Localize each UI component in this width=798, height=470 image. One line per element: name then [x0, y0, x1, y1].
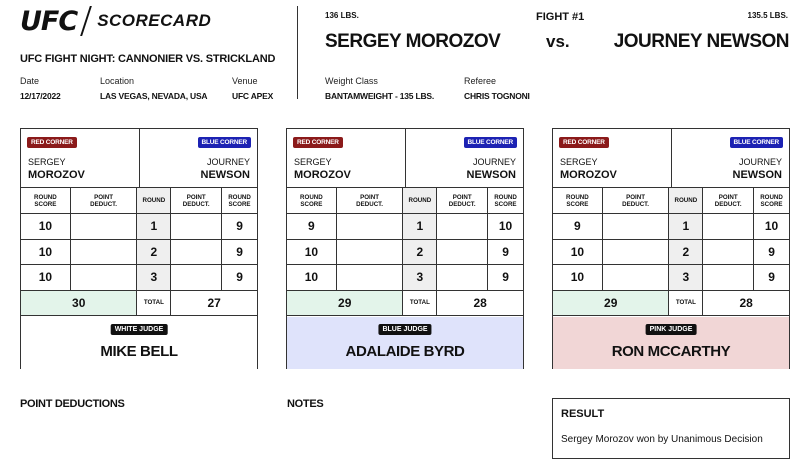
- red-corner-tag: RED CORNER: [27, 137, 77, 148]
- red-corner-tag: RED CORNER: [559, 137, 609, 148]
- round-row: [287, 265, 524, 291]
- point-deduct-header: POINT DEDUCT.: [171, 188, 222, 214]
- blue-fighter-name: JOURNEY NEWSON: [613, 31, 789, 52]
- weight-class-label: Weight Class: [325, 76, 378, 86]
- blue-first-name: JOURNEY: [206, 157, 250, 167]
- round-score-header: ROUND SCORE: [754, 188, 790, 214]
- round-header: ROUND: [403, 188, 437, 214]
- total-label: TOTAL: [137, 290, 171, 316]
- red-corner-fighter: [560, 156, 617, 182]
- blue-corner-fighter: [467, 156, 517, 182]
- round-row: [287, 214, 524, 240]
- scorecard-corners: [287, 129, 523, 187]
- red-point-deduction: [336, 265, 403, 291]
- red-corner-tag: RED CORNER: [293, 137, 343, 148]
- red-total: 29: [287, 290, 403, 316]
- round-header: ROUND: [137, 188, 171, 214]
- point-deduct-header: POINT DEDUCT.: [602, 188, 669, 214]
- score-table-header: [21, 188, 258, 214]
- round-row: [553, 214, 790, 240]
- round-number: 3: [669, 265, 703, 291]
- point-deduct-header: POINT DEDUCT.: [336, 188, 403, 214]
- blue-total: 28: [703, 290, 790, 316]
- logo-slash-divider: [80, 6, 92, 36]
- judge-name: RON MCCARTHY: [611, 343, 731, 360]
- judge-tag: WHITE JUDGE: [111, 324, 168, 335]
- round-row: [21, 265, 258, 291]
- blue-point-deduction: [437, 214, 488, 240]
- date-value: 12/17/2022: [20, 91, 61, 101]
- blue-round-score: 9: [488, 265, 524, 291]
- round-score-header: ROUND SCORE: [553, 188, 603, 214]
- blue-corner-fighter: [201, 156, 251, 182]
- blue-last-name: NEWSON: [466, 169, 516, 181]
- blue-point-deduction: [703, 265, 754, 291]
- point-deduct-header: POINT DEDUCT.: [437, 188, 488, 214]
- judge-scorecard: [20, 128, 258, 369]
- judge-tag: PINK JUDGE: [646, 324, 697, 335]
- round-score-header: ROUND SCORE: [287, 188, 337, 214]
- blue-last-name: NEWSON: [732, 169, 782, 181]
- fight-number: FIGHT #1: [536, 11, 585, 23]
- point-deductions-heading: POINT DEDUCTIONS: [20, 398, 125, 410]
- venue-label: Venue: [232, 76, 258, 86]
- total-label: TOTAL: [403, 290, 437, 316]
- referee-value: CHRIS TOGNONI: [464, 91, 530, 101]
- blue-point-deduction: [437, 265, 488, 291]
- total-row: [287, 290, 524, 316]
- judge-area: [21, 317, 257, 369]
- round-number: 1: [403, 214, 437, 240]
- scorecard-corners: [553, 129, 789, 187]
- blue-total: 28: [437, 290, 524, 316]
- judge-name: MIKE BELL: [100, 343, 178, 360]
- date-block: [20, 76, 61, 101]
- weight-class-block: [325, 76, 434, 101]
- corner-divider: [139, 129, 140, 187]
- result-text: Sergey Morozov won by Unanimous Decision: [561, 434, 763, 445]
- judge-scorecard: [286, 128, 524, 369]
- red-fighter-weight: 136 LBS.: [325, 11, 359, 20]
- red-point-deduction: [70, 214, 137, 240]
- judge-area: [287, 317, 523, 369]
- round-row: [287, 239, 524, 265]
- venue-value: UFC APEX: [232, 91, 274, 101]
- judge-area: [553, 317, 789, 369]
- blue-round-score: 9: [754, 265, 790, 291]
- round-score-header: ROUND SCORE: [21, 188, 71, 214]
- score-table-header: [553, 188, 790, 214]
- red-last-name: MOROZOV: [560, 169, 617, 181]
- round-number: 3: [137, 265, 171, 291]
- red-point-deduction: [336, 239, 403, 265]
- judge-scorecard: [552, 128, 790, 369]
- blue-round-score: 9: [222, 265, 258, 291]
- round-number: 2: [669, 239, 703, 265]
- blue-point-deduction: [703, 214, 754, 240]
- blue-point-deduction: [171, 265, 222, 291]
- point-deduct-header: POINT DEDUCT.: [70, 188, 137, 214]
- blue-point-deduction: [437, 239, 488, 265]
- blue-round-score: 10: [488, 214, 524, 240]
- blue-point-deduction: [171, 214, 222, 240]
- red-last-name: MOROZOV: [28, 169, 85, 181]
- red-round-score: 9: [287, 214, 337, 240]
- blue-round-score: 9: [222, 214, 258, 240]
- ufc-logo: [20, 6, 211, 36]
- blue-round-score: 10: [754, 214, 790, 240]
- round-row: [553, 265, 790, 291]
- corner-divider: [405, 129, 406, 187]
- red-corner-fighter: [28, 156, 85, 182]
- red-round-score: 10: [287, 265, 337, 291]
- round-row: [21, 239, 258, 265]
- red-total: 29: [553, 290, 669, 316]
- red-first-name: SERGEY: [560, 157, 598, 167]
- red-point-deduction: [602, 239, 669, 265]
- location-label: Location: [100, 76, 135, 86]
- red-first-name: SERGEY: [294, 157, 332, 167]
- red-round-score: 10: [21, 239, 71, 265]
- red-last-name: MOROZOV: [294, 169, 351, 181]
- red-first-name: SERGEY: [28, 157, 66, 167]
- red-point-deduction: [602, 214, 669, 240]
- red-corner-fighter: [294, 156, 351, 182]
- doc-title: SCORECARD: [97, 11, 212, 30]
- score-table: [286, 187, 524, 316]
- round-number: 2: [137, 239, 171, 265]
- scorecard-corners: [21, 129, 257, 187]
- judge-name: ADALAIDE BYRD: [345, 343, 465, 360]
- round-row: [21, 214, 258, 240]
- red-round-score: 9: [553, 214, 603, 240]
- point-deduct-header: POINT DEDUCT.: [703, 188, 754, 214]
- blue-round-score: 9: [754, 239, 790, 265]
- score-table-header: [287, 188, 524, 214]
- round-row: [553, 239, 790, 265]
- blue-corner-tag: BLUE CORNER: [730, 137, 783, 148]
- blue-last-name: NEWSON: [200, 169, 250, 181]
- blue-total: 27: [171, 290, 258, 316]
- round-number: 1: [137, 214, 171, 240]
- blue-first-name: JOURNEY: [738, 157, 782, 167]
- blue-corner-tag: BLUE CORNER: [198, 137, 251, 148]
- blue-round-score: 9: [488, 239, 524, 265]
- red-point-deduction: [70, 239, 137, 265]
- score-table: [20, 187, 258, 316]
- venue-block: [232, 76, 273, 101]
- red-total: 30: [21, 290, 137, 316]
- blue-point-deduction: [171, 239, 222, 265]
- red-round-score: 10: [553, 265, 603, 291]
- blue-fighter-weight: 135.5 LBS.: [747, 11, 788, 20]
- brand-wordmark: UFC: [20, 5, 78, 37]
- red-round-score: 10: [287, 239, 337, 265]
- red-point-deduction: [70, 265, 137, 291]
- total-row: [553, 290, 790, 316]
- red-round-score: 10: [553, 239, 603, 265]
- referee-block: [464, 76, 530, 101]
- judge-tag: BLUE JUDGE: [378, 324, 431, 335]
- blue-round-score: 9: [222, 239, 258, 265]
- result-label: RESULT: [561, 408, 605, 420]
- score-table: [552, 187, 790, 316]
- red-point-deduction: [336, 214, 403, 240]
- round-header: ROUND: [669, 188, 703, 214]
- referee-label: Referee: [464, 76, 497, 86]
- total-label: TOTAL: [669, 290, 703, 316]
- corner-divider: [671, 129, 672, 187]
- round-score-header: ROUND SCORE: [222, 188, 258, 214]
- date-label: Date: [20, 76, 40, 86]
- red-round-score: 10: [21, 214, 71, 240]
- blue-corner-fighter: [733, 156, 783, 182]
- round-score-header: ROUND SCORE: [488, 188, 524, 214]
- round-number: 2: [403, 239, 437, 265]
- result-box: [552, 398, 790, 459]
- red-round-score: 10: [21, 265, 71, 291]
- location-block: [100, 76, 207, 101]
- blue-point-deduction: [703, 239, 754, 265]
- location-value: LAS VEGAS, NEVADA, USA: [100, 91, 208, 101]
- header-divider: [297, 6, 298, 99]
- vs-label: vs.: [546, 32, 570, 51]
- total-row: [21, 290, 258, 316]
- notes-heading: NOTES: [287, 398, 324, 410]
- red-point-deduction: [602, 265, 669, 291]
- blue-first-name: JOURNEY: [472, 157, 516, 167]
- blue-corner-tag: BLUE CORNER: [464, 137, 517, 148]
- round-number: 1: [669, 214, 703, 240]
- round-number: 3: [403, 265, 437, 291]
- red-fighter-name: SERGEY MOROZOV: [325, 31, 501, 52]
- event-title: UFC FIGHT NIGHT: CANNONIER VS. STRICKLAND: [20, 53, 276, 65]
- weight-class-value: BANTAMWEIGHT - 135 LBS.: [325, 91, 435, 101]
